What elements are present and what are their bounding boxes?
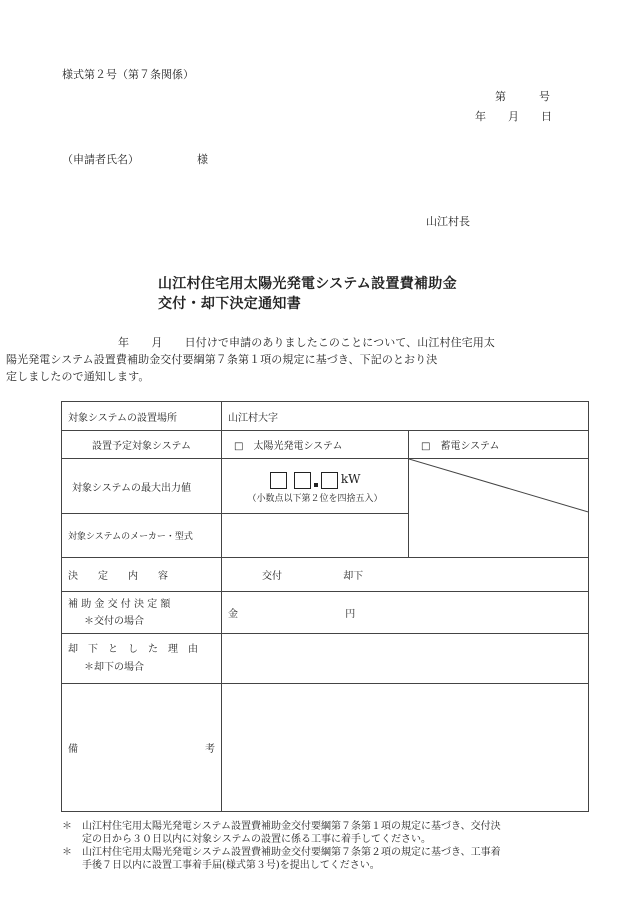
decision-label: 決 定 内 容 — [62, 558, 222, 592]
note-mark: ＊ — [62, 821, 72, 832]
intro-line2: 陽光発電システム設置費補助金交付要綱第７条第１項の規定に基づき、下記のとおり決 — [6, 353, 438, 366]
amount-label-cell — [62, 592, 222, 634]
table-row — [62, 592, 589, 634]
form-number: 様式第２号（第７条関係） — [62, 68, 194, 81]
note-text: 山江村住宅用太陽光発電システム設置費補助金交付要綱第７条第２項の規定に基づき、工事着 手後７日以内に設置工事着手届(様式第３号)を提出してください。 — [82, 847, 501, 871]
reason-sub: ＊却下の場合 — [84, 661, 144, 673]
note-item — [62, 846, 592, 872]
digit-box-2[interactable] — [294, 472, 311, 489]
diagonal-blank-cell — [409, 459, 589, 558]
applicant-name-label: （申請者氏名） — [62, 153, 139, 166]
system-option-storage[interactable]: □ 蓄電システム — [409, 431, 589, 459]
system-label: 設置予定対象システム — [62, 431, 222, 459]
output-label: 対象システムの最大出力値 — [62, 459, 222, 514]
reason-label-cell — [62, 634, 222, 684]
intro-paragraph — [6, 334, 590, 385]
honorific: 様 — [197, 153, 208, 166]
output-value-cell[interactable] — [222, 459, 409, 514]
decision-cell[interactable] — [222, 558, 589, 592]
remarks-value[interactable] — [222, 684, 589, 812]
amount-unit: 円 — [345, 609, 356, 620]
decimal-point — [314, 483, 318, 487]
reason-label: 却下とした理由 — [68, 643, 208, 655]
location-value[interactable]: 山江村大字 — [222, 402, 589, 431]
location-label: 対象システムの設置場所 — [62, 402, 222, 431]
note-item — [62, 820, 592, 846]
output-unit: kW — [340, 472, 361, 486]
remarks-label-1: 備 — [68, 744, 78, 755]
maker-label: 対象システムのメーカー・型式 — [62, 514, 222, 558]
date-label: 年 月 日 — [475, 110, 552, 123]
document-title-line2: 交付・却下決定通知書 — [158, 296, 301, 312]
amount-cell[interactable] — [222, 592, 589, 634]
table-row — [62, 558, 589, 592]
remarks-label-cell — [62, 684, 222, 812]
amount-prefix: 金 — [228, 609, 238, 620]
amount-label: 補助金交付決定額 — [68, 598, 174, 610]
sender-mayor: 山江村長 — [426, 215, 470, 228]
remarks-label-2: 考 — [205, 744, 215, 755]
amount-sub: ＊交付の場合 — [84, 615, 144, 627]
intro-year: 年 — [118, 336, 130, 349]
document-number-label: 第 号 — [495, 90, 550, 103]
note-text: 山江村住宅用太陽光発電システム設置費補助金交付要綱第７条第１項の規定に基づき、交付決 定の日から３０日以内に対象システムの設置に係る工事に着手してください。 — [82, 821, 501, 845]
table-row — [62, 431, 589, 459]
table-row — [62, 459, 589, 514]
notes — [62, 820, 592, 872]
intro-day-text: 日付けで申請のありましたこのことについて、山江村住宅用太 — [184, 336, 495, 349]
decision-reject[interactable]: 却下 — [343, 571, 364, 582]
intro-month: 月 — [151, 336, 163, 349]
table-row — [62, 402, 589, 431]
output-note: （小数点以下第２位を四捨五入） — [247, 494, 383, 504]
table-row — [62, 634, 589, 684]
maker-value[interactable] — [222, 514, 409, 558]
document-title-line1: 山江村住宅用太陽光発電システム設置費補助金 — [158, 276, 457, 292]
reason-value[interactable] — [222, 634, 589, 684]
note-mark: ＊ — [62, 847, 72, 858]
digit-box-3[interactable] — [321, 472, 338, 489]
digit-box-1[interactable] — [270, 472, 287, 489]
subsidy-decision-table — [61, 401, 589, 812]
decision-grant[interactable]: 交付 — [262, 571, 282, 582]
system-option-solar[interactable]: □ 太陽光発電システム — [222, 431, 409, 459]
table-row — [62, 684, 589, 812]
diagonal-line — [409, 459, 588, 557]
intro-line3: 定しましたので通知します。 — [6, 370, 150, 383]
